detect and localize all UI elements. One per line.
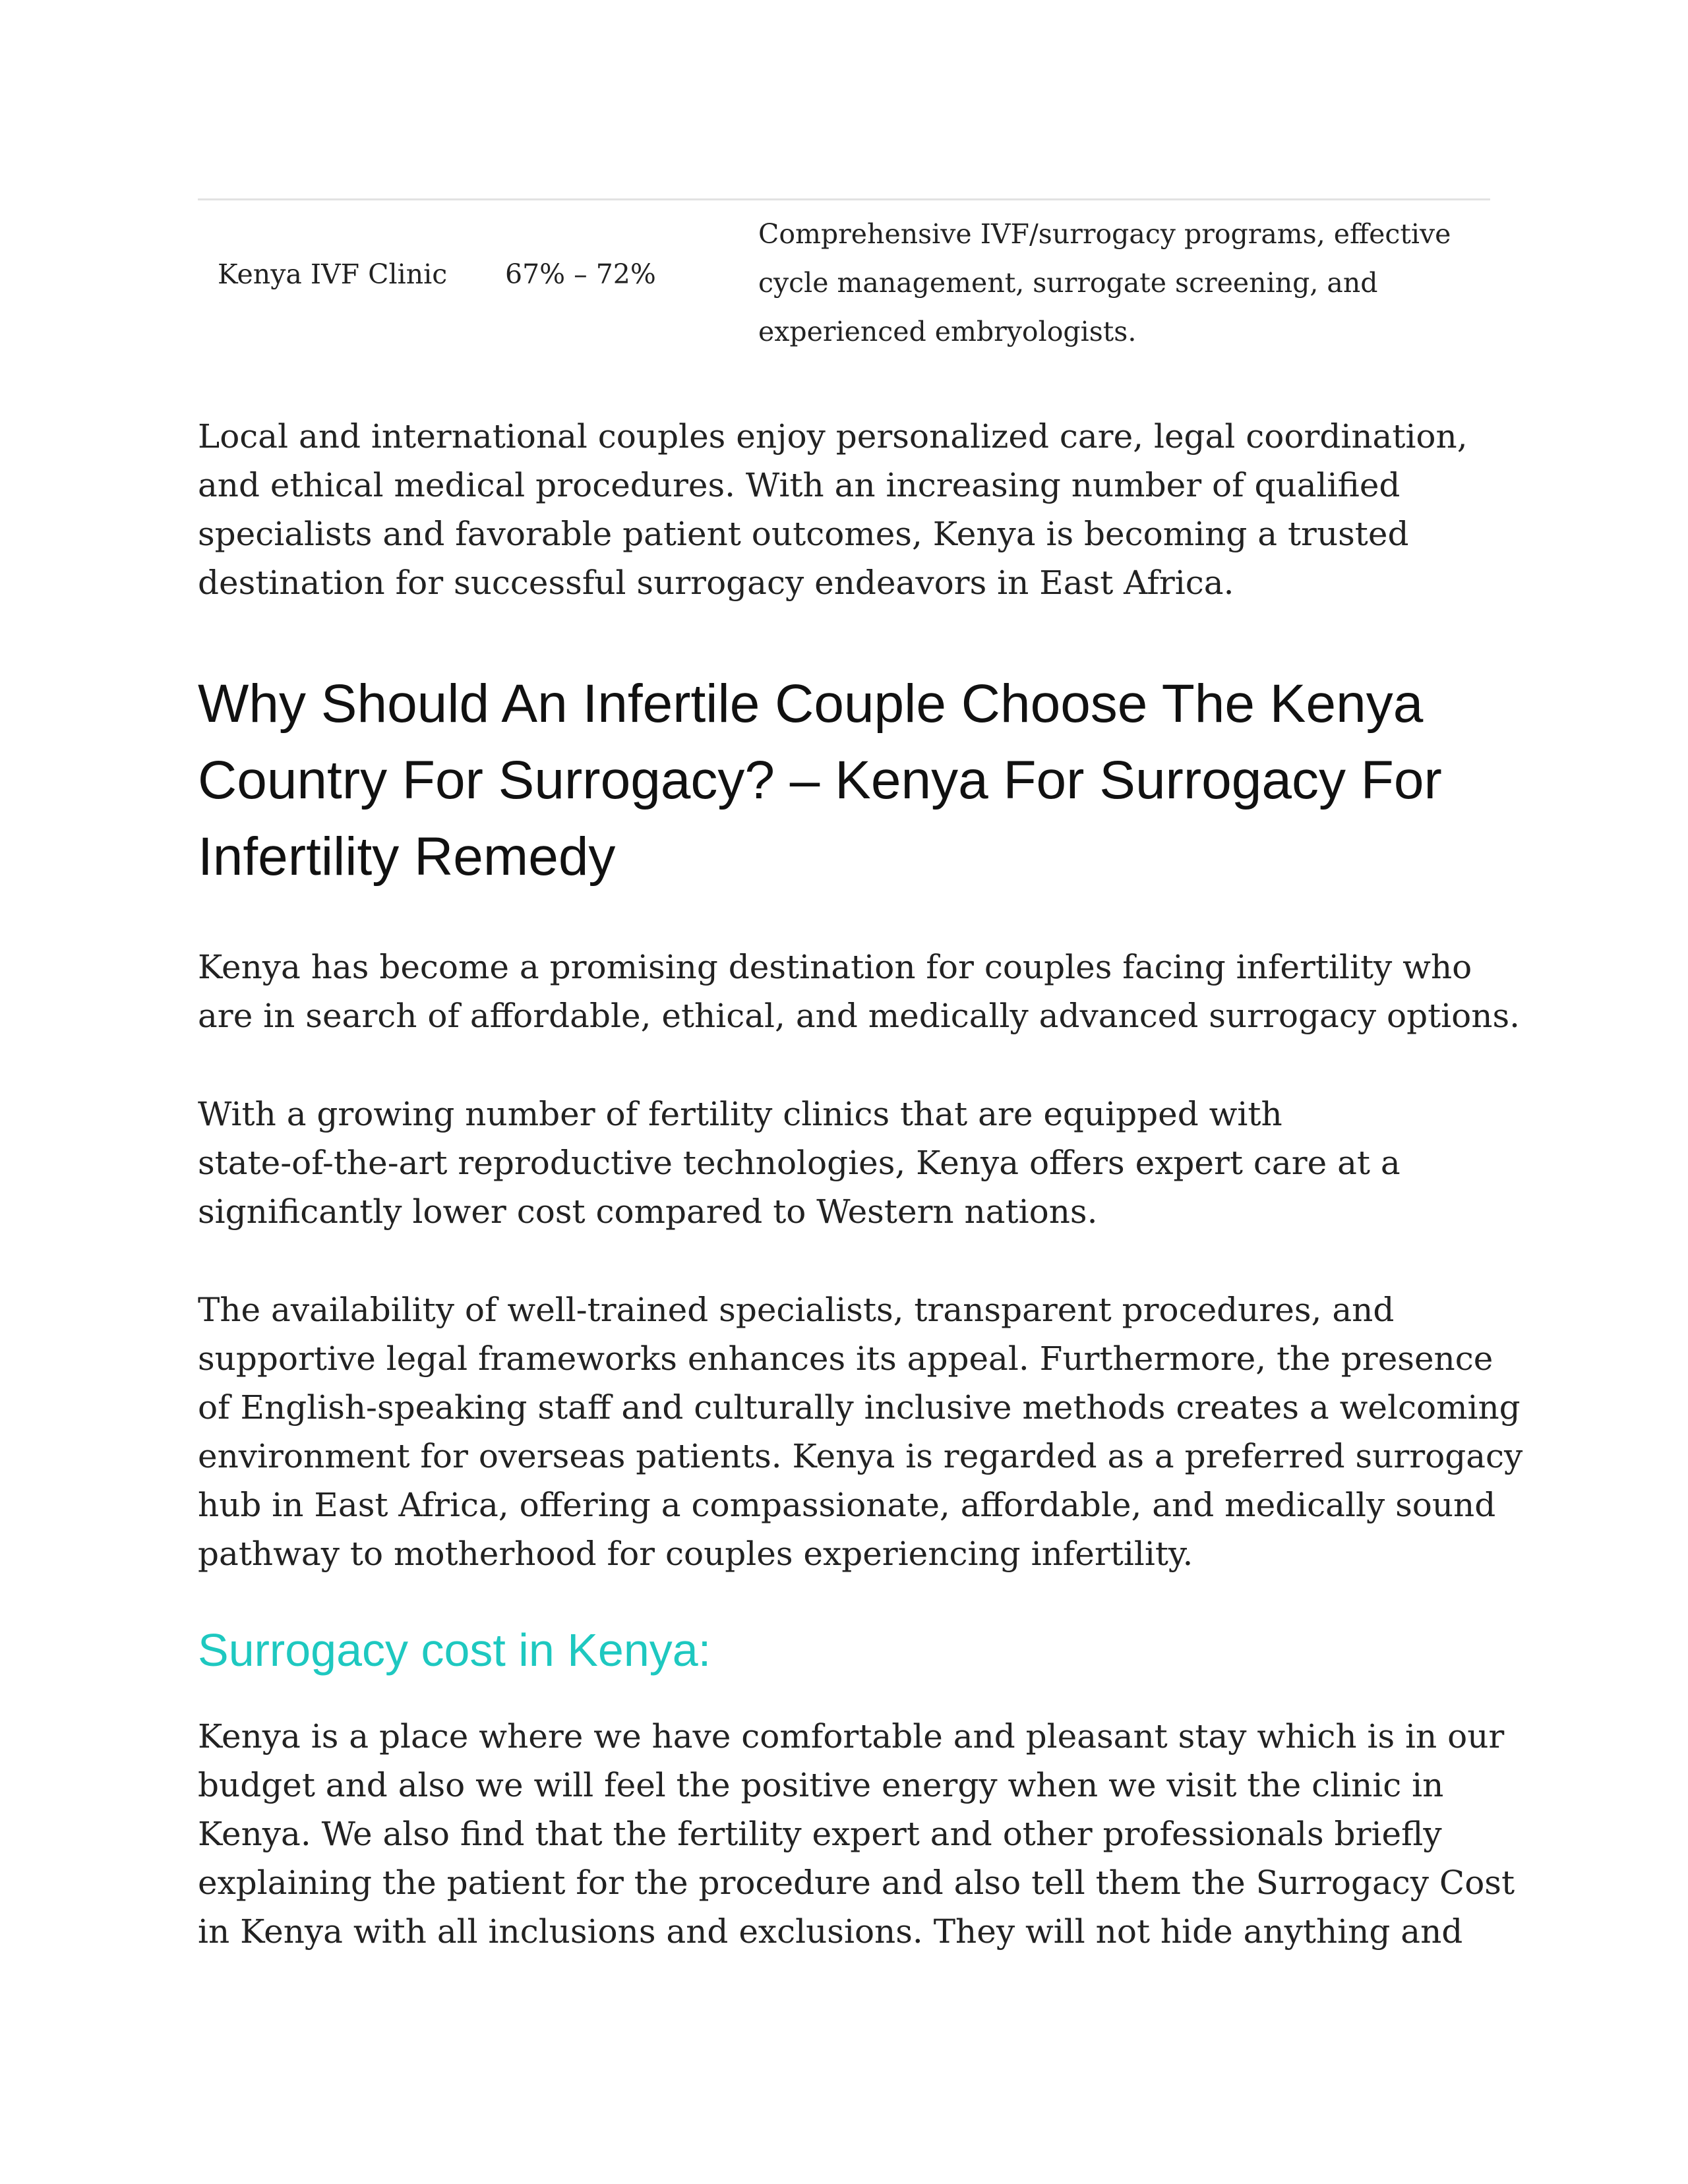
- paragraph-line: state-of-the-art reproductive technologies, Kenya offers expert care at a: [198, 1144, 1401, 1182]
- paragraph-line: are in search of affordable, ethical, and medically advanced surrogacy options.: [198, 997, 1521, 1035]
- description-line: experienced embryologists.: [758, 316, 1137, 347]
- paragraph-line: Kenya is a place where we have comfortable and pleasant stay which is in our: [198, 1717, 1505, 1756]
- heading-line: Why Should An Infertile Couple Choose The Kenya: [198, 674, 1424, 734]
- paragraph-line: Local and international couples enjoy personalized care, legal coordination,: [198, 417, 1468, 456]
- intro-paragraph: [198, 412, 1490, 607]
- heading-line: Country For Surrogacy? – Kenya For Surrogacy For: [198, 750, 1442, 810]
- table-row: [198, 210, 1490, 358]
- paragraph-line: Kenya. We also find that the fertility expert and other professionals briefly: [198, 1815, 1442, 1853]
- paragraph-line: The availability of well-trained specialists, transparent procedures, and: [198, 1291, 1395, 1329]
- paragraph-line: specialists and favorable patient outcomes, Kenya is becoming a trusted: [198, 515, 1409, 553]
- paragraph-line: destination for successful surrogacy endeavors in East Africa.: [198, 564, 1234, 602]
- paragraph-line: budget and also we will feel the positive energy when we visit the clinic in: [198, 1766, 1444, 1804]
- cost-paragraph: [198, 1712, 1515, 1956]
- heading-line: Infertility Remedy: [198, 827, 616, 887]
- paragraph-line: of English-speaking staff and culturally inclusive methods creates a welcoming: [198, 1388, 1521, 1427]
- cost-heading: Surrogacy cost in Kenya:: [198, 1624, 711, 1676]
- paragraph-line: in Kenya with all inclusions and exclusions. They will not hide anything and: [198, 1912, 1463, 1951]
- section-heading: [198, 666, 1490, 895]
- paragraph-line: pathway to motherhood for couples experiencing infertility.: [198, 1535, 1193, 1573]
- paragraph-2: [198, 1090, 1490, 1236]
- table-cell-success-rate: 67% – 72%: [505, 258, 656, 290]
- paragraph-1: [198, 943, 1521, 1040]
- table-cell-description: [758, 210, 1490, 356]
- table-top-divider: [198, 198, 1490, 200]
- paragraph-3: [198, 1285, 1523, 1578]
- description-line: cycle management, surrogate screening, and: [758, 267, 1378, 299]
- paragraph-line: Kenya has become a promising destination for couples facing infertility who: [198, 948, 1472, 986]
- paragraph-line: environment for overseas patients. Kenya is regarded as a preferred surrogacy: [198, 1437, 1523, 1475]
- paragraph-line: supportive legal frameworks enhances its appeal. Furthermore, the presence: [198, 1340, 1493, 1378]
- paragraph-line: explaining the patient for the procedure and also tell them the Surrogacy Cost: [198, 1864, 1515, 1902]
- paragraph-line: and ethical medical procedures. With an increasing number of qualified: [198, 466, 1401, 504]
- description-line: Comprehensive IVF/surrogacy programs, effective: [758, 218, 1451, 250]
- paragraph-line: With a growing number of fertility clinics that are equipped with: [198, 1095, 1282, 1133]
- paragraph-line: hub in East Africa, offering a compassionate, affordable, and medically sound: [198, 1486, 1496, 1524]
- paragraph-line: significantly lower cost compared to Western nations.: [198, 1193, 1098, 1231]
- table-cell-clinic: Kenya IVF Clinic: [218, 258, 448, 290]
